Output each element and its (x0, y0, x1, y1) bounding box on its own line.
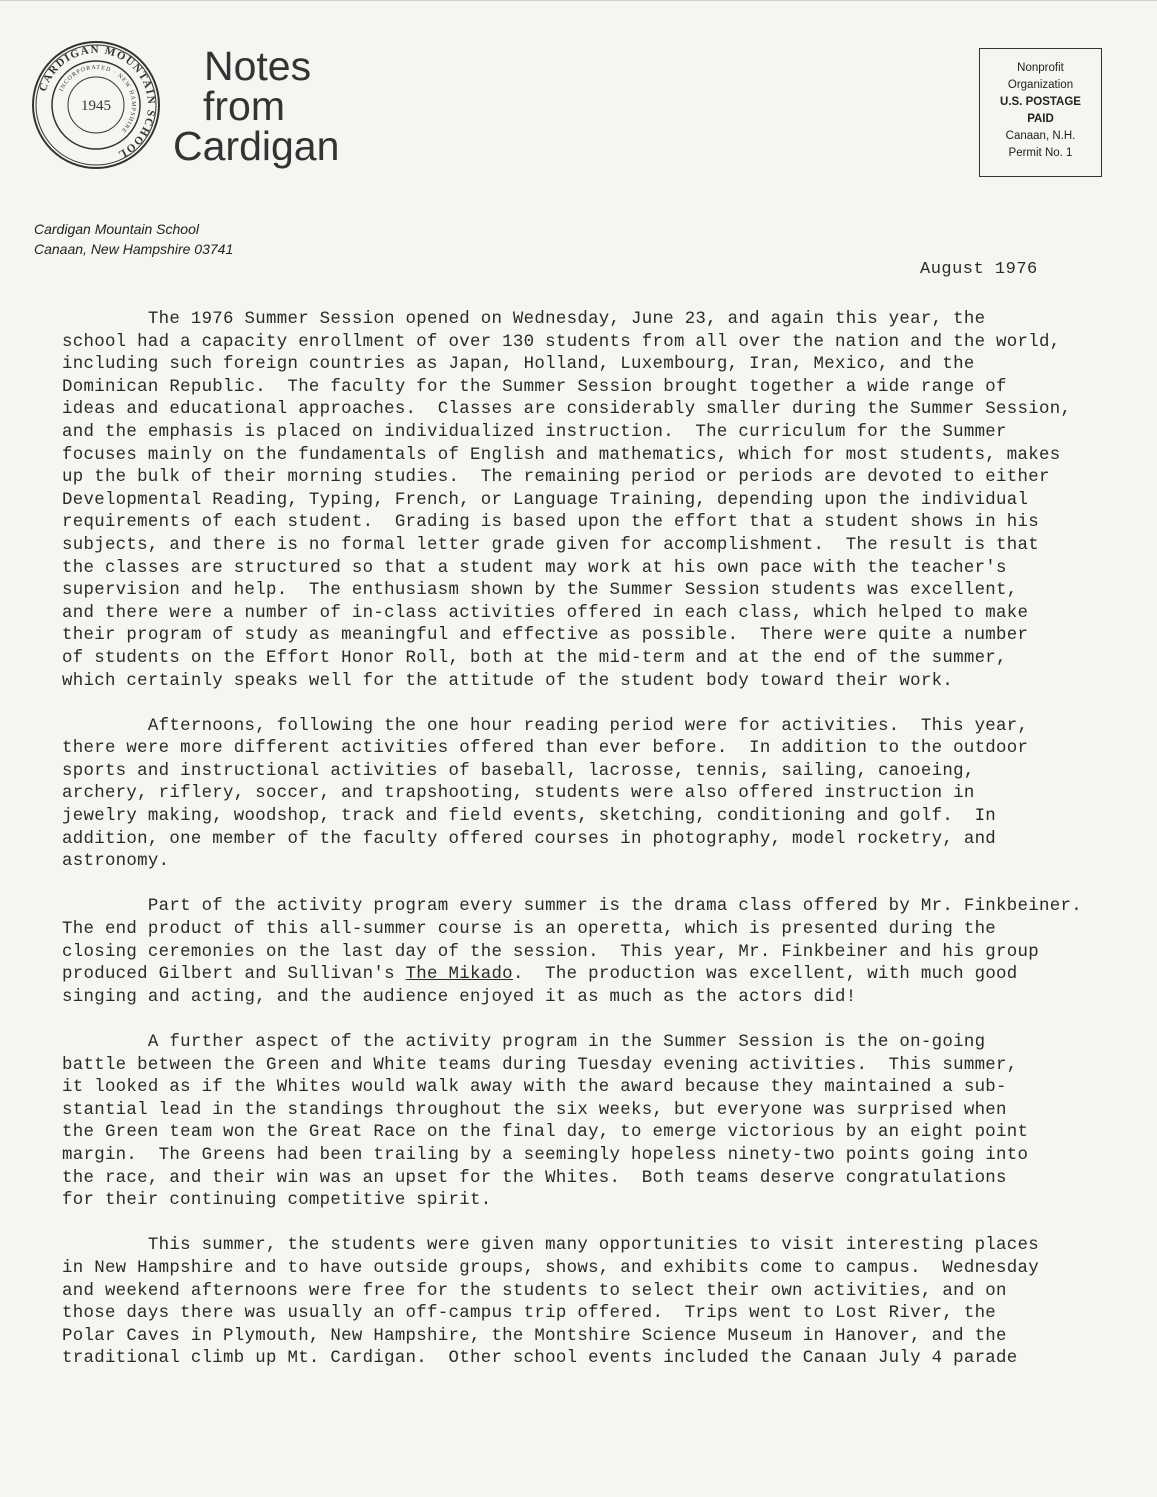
text-line: and there were a number of in-class activities offered in each class, which helped to make (62, 603, 1029, 623)
text-line: archery, riflery, soccer, and trapshooting, students were also offered instruction in (62, 784, 975, 804)
paragraph-drama (62, 896, 1142, 1009)
text-line: Part of the activity program every summer is the drama class offered by Mr. Finkbeiner. (62, 897, 1082, 917)
text-line: The 1976 Summer Session opened on Wednesday, June 23, and again this year, the (62, 310, 986, 329)
text-line: Developmental Reading, Typing, French, or Language Training, depending upon the individual (62, 490, 1029, 510)
text-line: the race, and their win was an upset for the Whites. Both teams deserve congratulations (62, 1168, 1007, 1188)
address-town: Canaan, New Hampshire 03741 (34, 241, 234, 257)
newsletter-title (173, 43, 393, 169)
text-line: and the emphasis is placed on individualized instruction. The curriculum for the Summer (62, 422, 1007, 442)
text-line: jewelry making, woodshop, track and field events, sketching, conditioning and golf. In (62, 807, 997, 827)
text-line: supervision and help. The enthusiasm shown by the Summer Session students was excellent, (62, 581, 1018, 601)
postage-line: Permit No. 1 (1008, 147, 1073, 159)
text-line: sports and instructional activities of baseball, lacrosse, tennis, sailing, canoeing, (62, 761, 975, 781)
text-line: ideas and educational approaches. Classes are considerably smaller during the Summer Session, (62, 400, 1072, 420)
text-line: school had a capacity enrollment of over 130 students from all over the nation and the world, (62, 332, 1061, 352)
paragraph-afternoons (62, 716, 1142, 874)
postage-line: Nonprofit (1017, 62, 1064, 74)
text-line: traditional climb up Mt. Cardigan. Other school events included the Canaan July 4 parade (62, 1349, 1018, 1369)
postage-line: PAID (1027, 113, 1054, 125)
paragraph-summer-session (62, 309, 1142, 693)
text-line-mikado (62, 964, 1142, 987)
school-seal (31, 40, 161, 170)
paragraph-green-white (62, 1032, 1142, 1213)
text-line: closing ceremonies on the last day of the session. This year, Mr. Finkbeiner and his group (62, 942, 1039, 962)
text-line: Polar Caves in Plymouth, New Hampshire, the Montshire Science Museum in Hanover, and the (62, 1326, 1007, 1346)
mikado-title: The Mikado (405, 965, 513, 985)
return-address (34, 219, 233, 259)
mikado-suffix: . The production was excellent, with much good (512, 965, 1018, 985)
text-line: there were more different activities offered than ever before. In addition to the outdoor (62, 739, 1029, 759)
text-line: including such foreign countries as Japan, Holland, Luxembourg, Iran, Mexico, and the (62, 355, 975, 375)
text-line: which certainly speaks well for the attitude of the student body toward their work. (62, 671, 954, 691)
postage-line: U.S. POSTAGE (1000, 96, 1081, 108)
title-line-from: from (203, 83, 285, 129)
text-line: those days there was usually an off-campus trip offered. Trips went to Lost River, the (62, 1304, 997, 1324)
letter-body (62, 309, 1142, 1394)
postage-indicia (979, 48, 1102, 177)
seal-inner-text: INCORPORATED · NEW HAMPSHIRE (58, 64, 137, 134)
postage-line: Organization (1007, 79, 1074, 91)
title-line-notes: Notes (204, 43, 312, 89)
text-line: The end product of this all-summer course is an operetta, which is presented during the (62, 920, 997, 940)
seal-emblem-icon (31, 40, 161, 170)
text-line: in New Hampshire and to have outside groups, shows, and exhibits come to campus. Wednesday (62, 1258, 1039, 1278)
text-line: it looked as if the Whites would walk away with the award because they maintained a sub- (62, 1078, 1007, 1098)
text-line: Dominican Republic. The faculty for the Summer Session brought together a wide range of (62, 377, 1007, 397)
letter-date: August 1976 (920, 260, 1038, 279)
paragraph-trips (62, 1235, 1142, 1371)
text-line: margin. The Greens had been trailing by a seemingly hopeless ninety-two points going into (62, 1145, 1029, 1165)
text-line: Afternoons, following the one hour reading period were for activities. This year, (62, 716, 1029, 736)
text-line: addition, one member of the faculty offered courses in photography, model rocketry, and (62, 829, 997, 849)
text-line: singing and acting, and the audience enjoyed it as much as the actors did! (62, 987, 857, 1007)
text-line: for their continuing competitive spirit. (62, 1191, 492, 1211)
text-line: their program of study as meaningful and effective as possible. There were quite a number (62, 626, 1029, 646)
seal-ring-text: CARDIGAN MOUNTAIN SCHOOL (36, 43, 158, 162)
text-line: of students on the Effort Honor Roll, both at the mid-term and at the end of the summer, (62, 648, 1007, 668)
mikado-prefix: produced Gilbert and Sullivan's (62, 965, 406, 985)
title-line-cardigan: Cardigan (173, 123, 340, 169)
text-line: astronomy. (62, 852, 170, 872)
text-line: subjects, and there is no formal letter grade given for accomplishment. The result is that (62, 535, 1039, 555)
text-line: requirements of each student. Grading is based upon the effort that a student shows in his (62, 513, 1039, 533)
postage-line: Canaan, N.H. (1005, 130, 1076, 142)
page-top-rule (0, 0, 1157, 1)
text-line: the Green team won the Great Race on the final day, to emerge victorious by an eight point (62, 1123, 1029, 1143)
text-line: stantial lead in the standings throughout the six weeks, but everyone was surprised when (62, 1100, 1007, 1120)
text-line: This summer, the students were given many opportunities to visit interesting places (62, 1236, 1039, 1256)
text-line: and weekend afternoons were free for the students to select their own activities, and on (62, 1281, 1007, 1301)
text-line: A further aspect of the activity program in the Summer Session is the on-going (62, 1033, 986, 1052)
text-line: up the bulk of their morning studies. The remaining period or periods are devoted to either (62, 468, 1050, 488)
text-line: battle between the Green and White teams during Tuesday evening activities. This summer, (62, 1055, 1018, 1075)
address-school: Cardigan Mountain School (34, 221, 199, 237)
seal-year: 1945 (81, 98, 111, 114)
text-line: the classes are structured so that a student may work at his own pace with the teacher's (62, 558, 1007, 578)
text-line: focuses mainly on the fundamentals of English and mathematics, which for most students, makes (62, 445, 1061, 465)
